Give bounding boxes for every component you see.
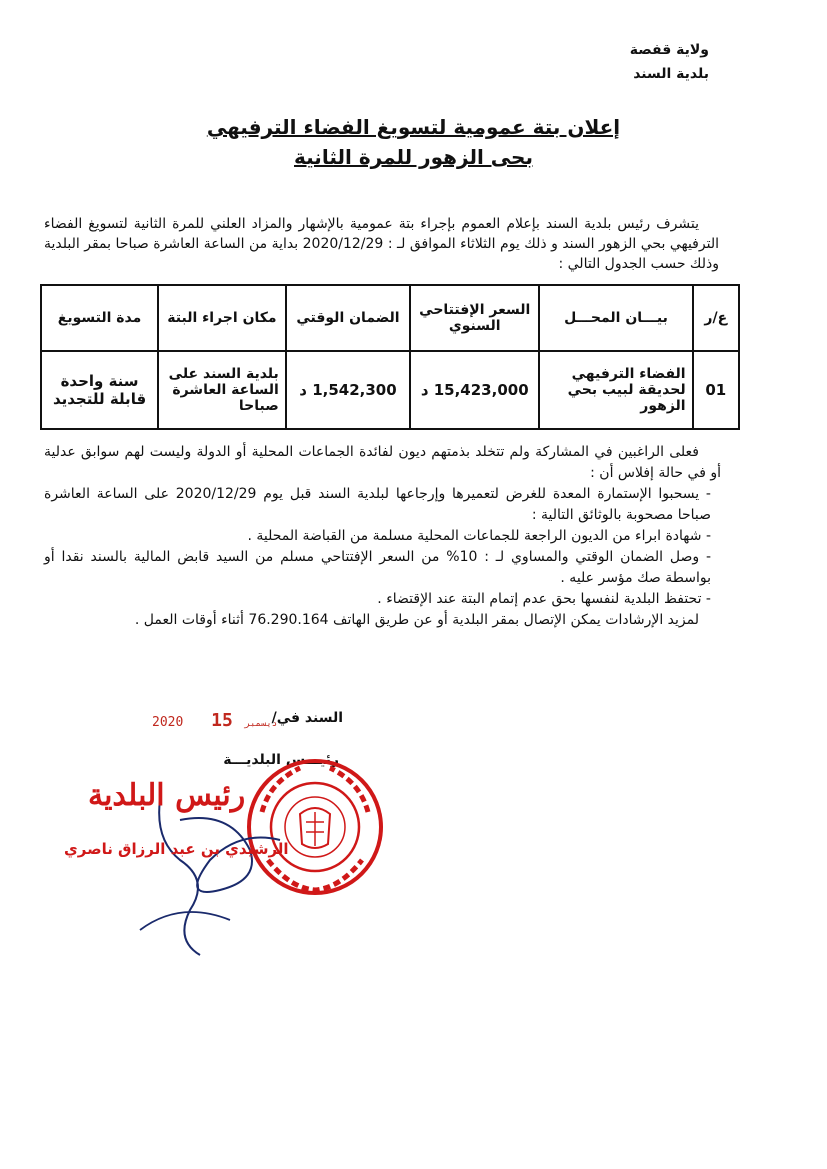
condition-item-guarantee: - وصل الضمان الوقتي والمساوي لـ : 10% من السعر الإفتتاحي مسلم من السيد قابض المالية بالسند نقدا أو بواسطة صك مؤسر عليه .: [44, 549, 712, 586]
cell-description: الفضاء الترفيهي لحديقة لبيب بحي الزهور: [539, 351, 692, 429]
cell-opening-price: 15,423,000 د: [410, 351, 539, 429]
mayor-name-red: الرشيدي بن عبد الرزاق ناصري: [64, 840, 289, 858]
col-header-guarantee: الضمان الوقتي: [286, 285, 410, 351]
letterhead: [630, 38, 709, 86]
mayor-title-red: رئيس البلدية: [88, 778, 246, 813]
col-header-location: مكان اجراء البتة: [158, 285, 286, 351]
condition-item-form: - يسحبوا الإستمارة المعدة للغرض لتعميرها وإرجاعها لبلدية السند قبل يوم 2020/12/29 على الساعة العاشرة صباحا مصحوبة بالوثائق التالية :: [44, 486, 711, 523]
title-line-1: إعلان بتة عمومية لتسويغ الفضاء الترفيهي: [206, 115, 621, 139]
stamp-year: 2020: [152, 715, 184, 730]
document-title: [0, 112, 827, 172]
cell-location: بلدية السند على الساعة العاشرة صباحا: [158, 351, 286, 429]
conditions-section: [44, 442, 721, 631]
condition-item-reservation: - تحتفظ البلدية لنفسها بحق عدم إتمام البتة عند الإقتضاء .: [377, 591, 711, 607]
col-header-description: بيـــان المحـــل: [539, 285, 692, 351]
contact-paragraph: لمزيد الإرشادات يمكن الإتصال بمقر البلدية أو عن طريق الهاتف 76.290.164 أثناء أوقات العمل .: [134, 612, 699, 628]
condition-item-certificate: - شهادة ابراء من الديون الراجعة للجماعات المحلية مسلمة من القباضة المحلية .: [247, 528, 711, 544]
table-header-row: [41, 285, 739, 351]
auction-table: [40, 284, 740, 430]
conditions-intro: فعلى الراغبين في المشاركة ولم تتخلد بذمتهم ديون لفائدة الجماعات المحلية أو الدولة وليست لهم سوابق عدلية أو في حالة إفلاس أن :: [44, 444, 721, 481]
place-date-label: السند في/: [271, 710, 343, 726]
stamp-day: 15: [211, 710, 233, 731]
col-header-number: ع/ر: [693, 285, 739, 351]
table-row: [41, 351, 739, 429]
cell-guarantee: 1,542,300 د: [286, 351, 410, 429]
col-header-duration: مدة التسويغ: [41, 285, 158, 351]
intro-paragraph: يتشرف رئيس بلدية السند بإعلام العموم بإجراء بتة عمومية بالإشهار والمزاد العلني للمرة الثانية لتسويغ الفضاء الترفيهي بحي الزهور السند و ذلك يوم الثلاثاء الموافق لـ : 2020/12/29 بداية من الساعة العاشرة صباحا بمقر البلدية وذلك حسب الجدول التالي :: [44, 216, 719, 272]
stamp-month: ديسمبر: [244, 719, 278, 729]
cell-duration: سنة واحدة قابلة للتجديد: [41, 351, 158, 429]
governorate-name: ولاية قفصة: [629, 42, 709, 58]
cell-number: 01: [693, 351, 739, 429]
municipality-name: بلدية السند: [633, 66, 709, 82]
date-stamp: [152, 710, 277, 731]
col-header-opening-price: السعر الإفتتاحي السنوي: [410, 285, 539, 351]
title-line-2: بحى الزهور للمرة الثانية: [294, 145, 533, 169]
mayor-label: رئيـــس البلديـــة: [223, 752, 339, 768]
